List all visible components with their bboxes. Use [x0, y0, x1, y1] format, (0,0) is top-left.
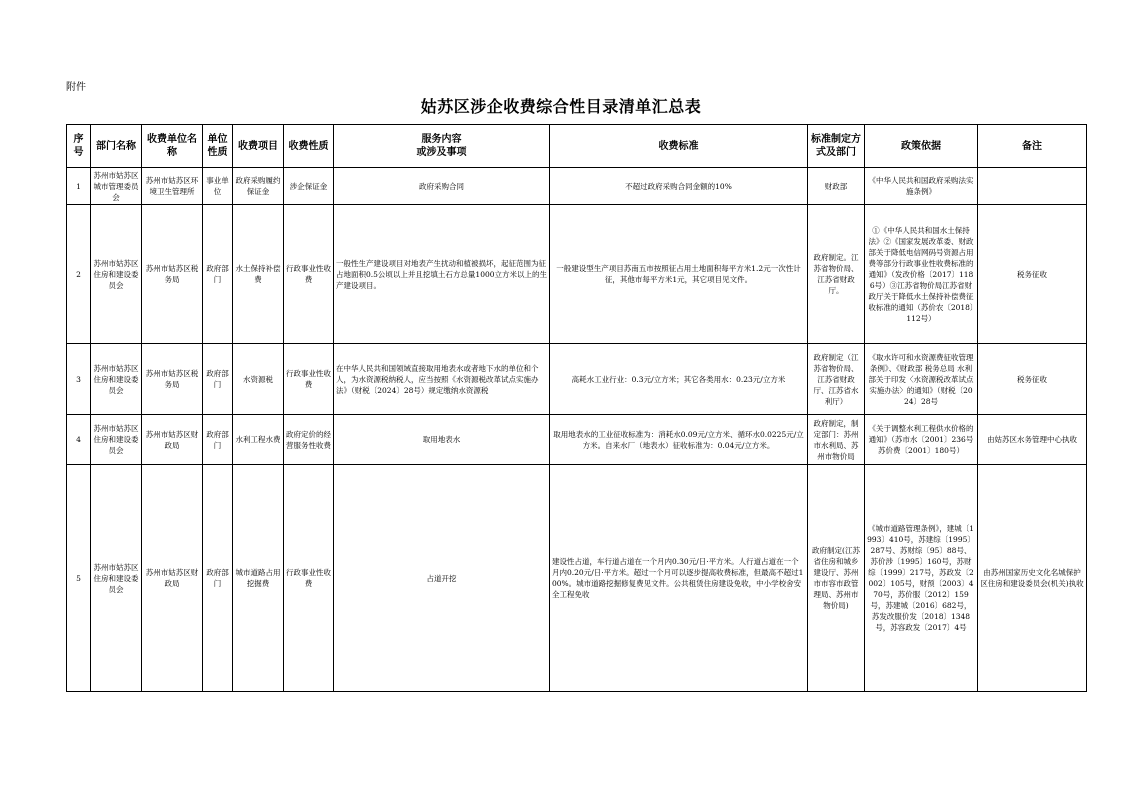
cell-method: 政府制定，制定部门：苏州市水利局、苏州市物价局	[808, 415, 865, 465]
cell-nature: 行政事业性收费	[284, 205, 334, 344]
header-index: 序号	[67, 125, 91, 168]
fee-catalog-table	[66, 124, 1087, 692]
header-nature: 收费性质	[284, 125, 334, 168]
document-title: 姑苏区涉企收费综合性目录清单汇总表	[420, 97, 702, 116]
cell-unit: 苏州市姑苏区环境卫生管理所	[142, 168, 203, 205]
table-header-row	[67, 125, 1087, 168]
cell-nature: 行政事业性收费	[284, 344, 334, 415]
header-service-line2: 或涉及事项	[416, 147, 467, 158]
cell-department: 苏州市姑苏区城市管理委员会	[91, 168, 142, 205]
cell-standard: 不超过政府采购合同金额的10%	[550, 168, 808, 205]
table-row	[67, 205, 1087, 344]
cell-unit: 苏州市姑苏区财政局	[142, 415, 203, 465]
header-item: 收费项目	[233, 125, 284, 168]
cell-index: 5	[67, 465, 91, 692]
cell-unit-type: 政府部门	[203, 415, 233, 465]
cell-method: 政府制定（江苏省物价局、江苏省财政厅、江苏省水利厅）	[808, 344, 865, 415]
cell-unit: 苏州市姑苏区税务局	[142, 205, 203, 344]
table-row	[67, 168, 1087, 205]
cell-item: 政府采购履约保证金	[233, 168, 284, 205]
table-row	[67, 465, 1087, 692]
cell-basis: 《城市道路管理条例》，建城〔1993〕410号，苏建综〔1995〕287号、苏财综〔95〕88号、苏价涉〔1995〕160号，苏财综〔1999〕217号，苏政发〔2002〕105号，财预〔2003〕470号，苏价服〔2012〕159号，苏建城〔2016〕682号，苏发改服价发〔2018〕1348号，苏容政发〔2017〕4号	[865, 465, 978, 692]
cell-unit-type: 政府部门	[203, 344, 233, 415]
table-row	[67, 344, 1087, 415]
header-department: 部门名称	[91, 125, 142, 168]
cell-department: 苏州市姑苏区住房和建设委员会	[91, 205, 142, 344]
header-standard: 收费标准	[550, 125, 808, 168]
cell-remark: 由姑苏区水务管理中心执收	[978, 415, 1087, 465]
cell-service: 一般性生产建设项目对地表产生扰动和植被损坏，起征范围为征占地面积0.5公顷以上并且挖填土石方总量1000立方米以上的生产建设项目。	[334, 205, 550, 344]
cell-department: 苏州市姑苏区住房和建设委员会	[91, 344, 142, 415]
cell-method: 财政部	[808, 168, 865, 205]
header-basis: 政策依据	[865, 125, 978, 168]
cell-remark: 由苏州国家历史文化名城保护区住房和建设委员会(机关)执收	[978, 465, 1087, 692]
cell-unit: 苏州市姑苏区税务局	[142, 344, 203, 415]
cell-item: 水利工程水费	[233, 415, 284, 465]
header-service-line1: 服务内容	[421, 134, 462, 145]
cell-service: 取用地表水	[334, 415, 550, 465]
cell-nature: 涉企保证金	[284, 168, 334, 205]
cell-unit-type: 事业单位	[203, 168, 233, 205]
cell-standard: 取用地表水的工业征收标准为：消耗水0.09元/立方米、循环水0.0225元/立方米。自来水厂（地表水）征收标准为：0.04元/立方米。	[550, 415, 808, 465]
cell-index: 1	[67, 168, 91, 205]
cell-department: 苏州市姑苏区住房和建设委员会	[91, 415, 142, 465]
cell-basis: ①《中华人民共和国水土保持法》②《国家发展改革委、财政部关于降低电信网码号资源占用费等部分行政事业性收费标准的通知》（发改价格〔2017〕1186号）③江苏省物价局江苏省财政厅关于降低水土保持补偿费征收标准的通知（苏价农〔2018〕112号）	[865, 205, 978, 344]
cell-standard: 建设性占道，车行道占道在一个月内0.30元/日·平方米。人行道占道在一个月内0.20元/日·平方米。超过一个月可以逐步提高收费标准，但最高不超过100%。城市道路挖掘修复费见文件。公共租赁住房建设免收，中小学校舍安全工程免收	[550, 465, 808, 692]
cell-unit-type: 政府部门	[203, 465, 233, 692]
cell-index: 3	[67, 344, 91, 415]
cell-remark: 税务征收	[978, 344, 1087, 415]
cell-standard: 一般建设型生产项目苏南五市按照征占用土地面积每平方米1.2元一次性计征，其他市每平方米1元，其它项目见文件。	[550, 205, 808, 344]
cell-method: 政府制定(江苏省住房和城乡建设厅、苏州市市容市政管理局、苏州市物价局)	[808, 465, 865, 692]
cell-service: 占道开挖	[334, 465, 550, 692]
cell-unit-type: 政府部门	[203, 205, 233, 344]
cell-basis: 《中华人民共和国政府采购法实施条例》	[865, 168, 978, 205]
cell-item: 水资源税	[233, 344, 284, 415]
header-service	[334, 125, 550, 168]
cell-service: 政府采购合同	[334, 168, 550, 205]
header-unit: 收费单位名称	[142, 125, 203, 168]
cell-remark: 税务征收	[978, 205, 1087, 344]
header-unit-type: 单位性质	[203, 125, 233, 168]
cell-standard: 高耗水工业行业：0.3元/立方米；其它各类用水：0.23元/立方米	[550, 344, 808, 415]
table-row	[67, 415, 1087, 465]
cell-item: 水土保持补偿费	[233, 205, 284, 344]
cell-nature: 行政事业性收费	[284, 465, 334, 692]
header-method: 标准制定方式及部门	[808, 125, 865, 168]
cell-basis: 《取水许可和水资源费征收管理条例》、《财政部 税务总局 水利部关于印发〈水资源税改革试点实施办法〉的通知》（财税〔2024〕28号	[865, 344, 978, 415]
attachment-label: 附件	[66, 82, 86, 93]
header-remark: 备注	[978, 125, 1087, 168]
cell-department: 苏州市姑苏区住房和建设委员会	[91, 465, 142, 692]
cell-remark	[978, 168, 1087, 205]
cell-index: 2	[67, 205, 91, 344]
cell-unit: 苏州市姑苏区财政局	[142, 465, 203, 692]
cell-index: 4	[67, 415, 91, 465]
cell-method: 政府制定。江苏省物价局、江苏省财政厅。	[808, 205, 865, 344]
cell-service: 在中华人民共和国领域直接取用地表水或者地下水的单位和个人，为水资源税纳税人，应当按照《水资源税改革试点实施办法》（财税〔2024〕28号）规定缴纳水资源税	[334, 344, 550, 415]
cell-nature: 政府定价的经营服务性收费	[284, 415, 334, 465]
cell-basis: 《关于调整水利工程供水价格的通知》（苏市水〔2001〕236号 苏价费〔2001〕180号）	[865, 415, 978, 465]
cell-item: 城市道路占用挖掘费	[233, 465, 284, 692]
